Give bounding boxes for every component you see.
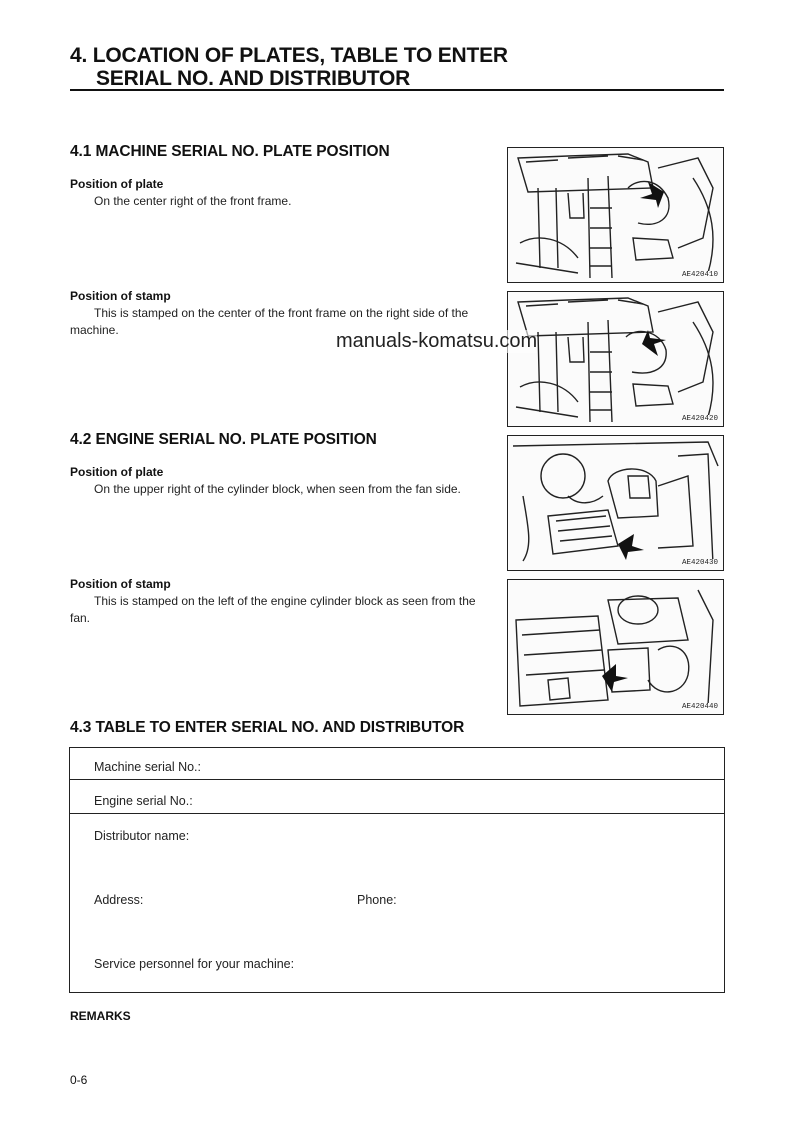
body-plate-4-1 (70, 193, 498, 210)
title-divider (70, 89, 724, 91)
page-title-line-2: SERIAL NO. AND DISTRIBUTOR (96, 67, 411, 90)
figure-machine-stamp-position (507, 291, 724, 427)
machine-serial-label: Machine serial No.: (94, 760, 201, 774)
serial-distributor-table (69, 747, 725, 993)
service-personnel-label: Service personnel for your machine: (94, 957, 295, 971)
phone-label: Phone: (357, 893, 397, 907)
figure-code-1: AE420410 (681, 271, 718, 279)
figure-code-4: AE420440 (681, 703, 718, 711)
subheading-plate-4-2: Position of plate (70, 465, 164, 479)
figure-machine-plate-position (507, 147, 724, 283)
page-title (70, 44, 730, 90)
distributor-name-label: Distributor name: (94, 829, 190, 843)
page-title-line-1: 4. LOCATION OF PLATES, TABLE TO ENTER (70, 44, 508, 67)
body-stamp-4-1-text: This is stamped on the center of the front frame on the right side of the machine. (70, 306, 469, 337)
body-stamp-4-2-text: This is stamped on the left of the engine cylinder block as seen from the fan. (70, 594, 476, 625)
watermark-text: manuals-komatsu.com (336, 330, 538, 352)
page-number: 0-6 (70, 1073, 88, 1087)
section-heading-4-3: 4.3 TABLE TO ENTER SERIAL NO. AND DISTRIBUTOR (70, 719, 465, 736)
section-heading-4-1: 4.1 MACHINE SERIAL NO. PLATE POSITION (70, 143, 390, 160)
section-heading-4-2: 4.2 ENGINE SERIAL NO. PLATE POSITION (70, 431, 377, 448)
figure-machine-plate-drawing (508, 148, 723, 282)
address-label: Address: (94, 893, 144, 907)
figure-engine-stamp-position (507, 579, 724, 715)
figure-code-2: AE420420 (681, 415, 718, 423)
remarks-heading: REMARKS (70, 1009, 131, 1023)
figure-code-3: AE420430 (681, 559, 718, 567)
body-stamp-4-2 (70, 593, 498, 626)
body-plate-4-2 (70, 481, 498, 498)
figure-engine-stamp-drawing (508, 580, 723, 714)
subheading-plate-4-1: Position of plate (70, 177, 164, 191)
figure-machine-stamp-drawing (508, 292, 723, 426)
body-plate-4-2-text: On the upper right of the cylinder block, when seen from the fan side. (94, 482, 461, 496)
table-divider-2 (70, 813, 724, 814)
table-divider-1 (70, 779, 724, 780)
body-plate-4-1-text: On the center right of the front frame. (94, 194, 292, 208)
figure-engine-plate-drawing (508, 436, 723, 570)
subheading-stamp-4-2: Position of stamp (70, 577, 171, 591)
figure-engine-plate-position (507, 435, 724, 571)
engine-serial-label: Engine serial No.: (94, 794, 193, 808)
subheading-stamp-4-1: Position of stamp (70, 289, 171, 303)
